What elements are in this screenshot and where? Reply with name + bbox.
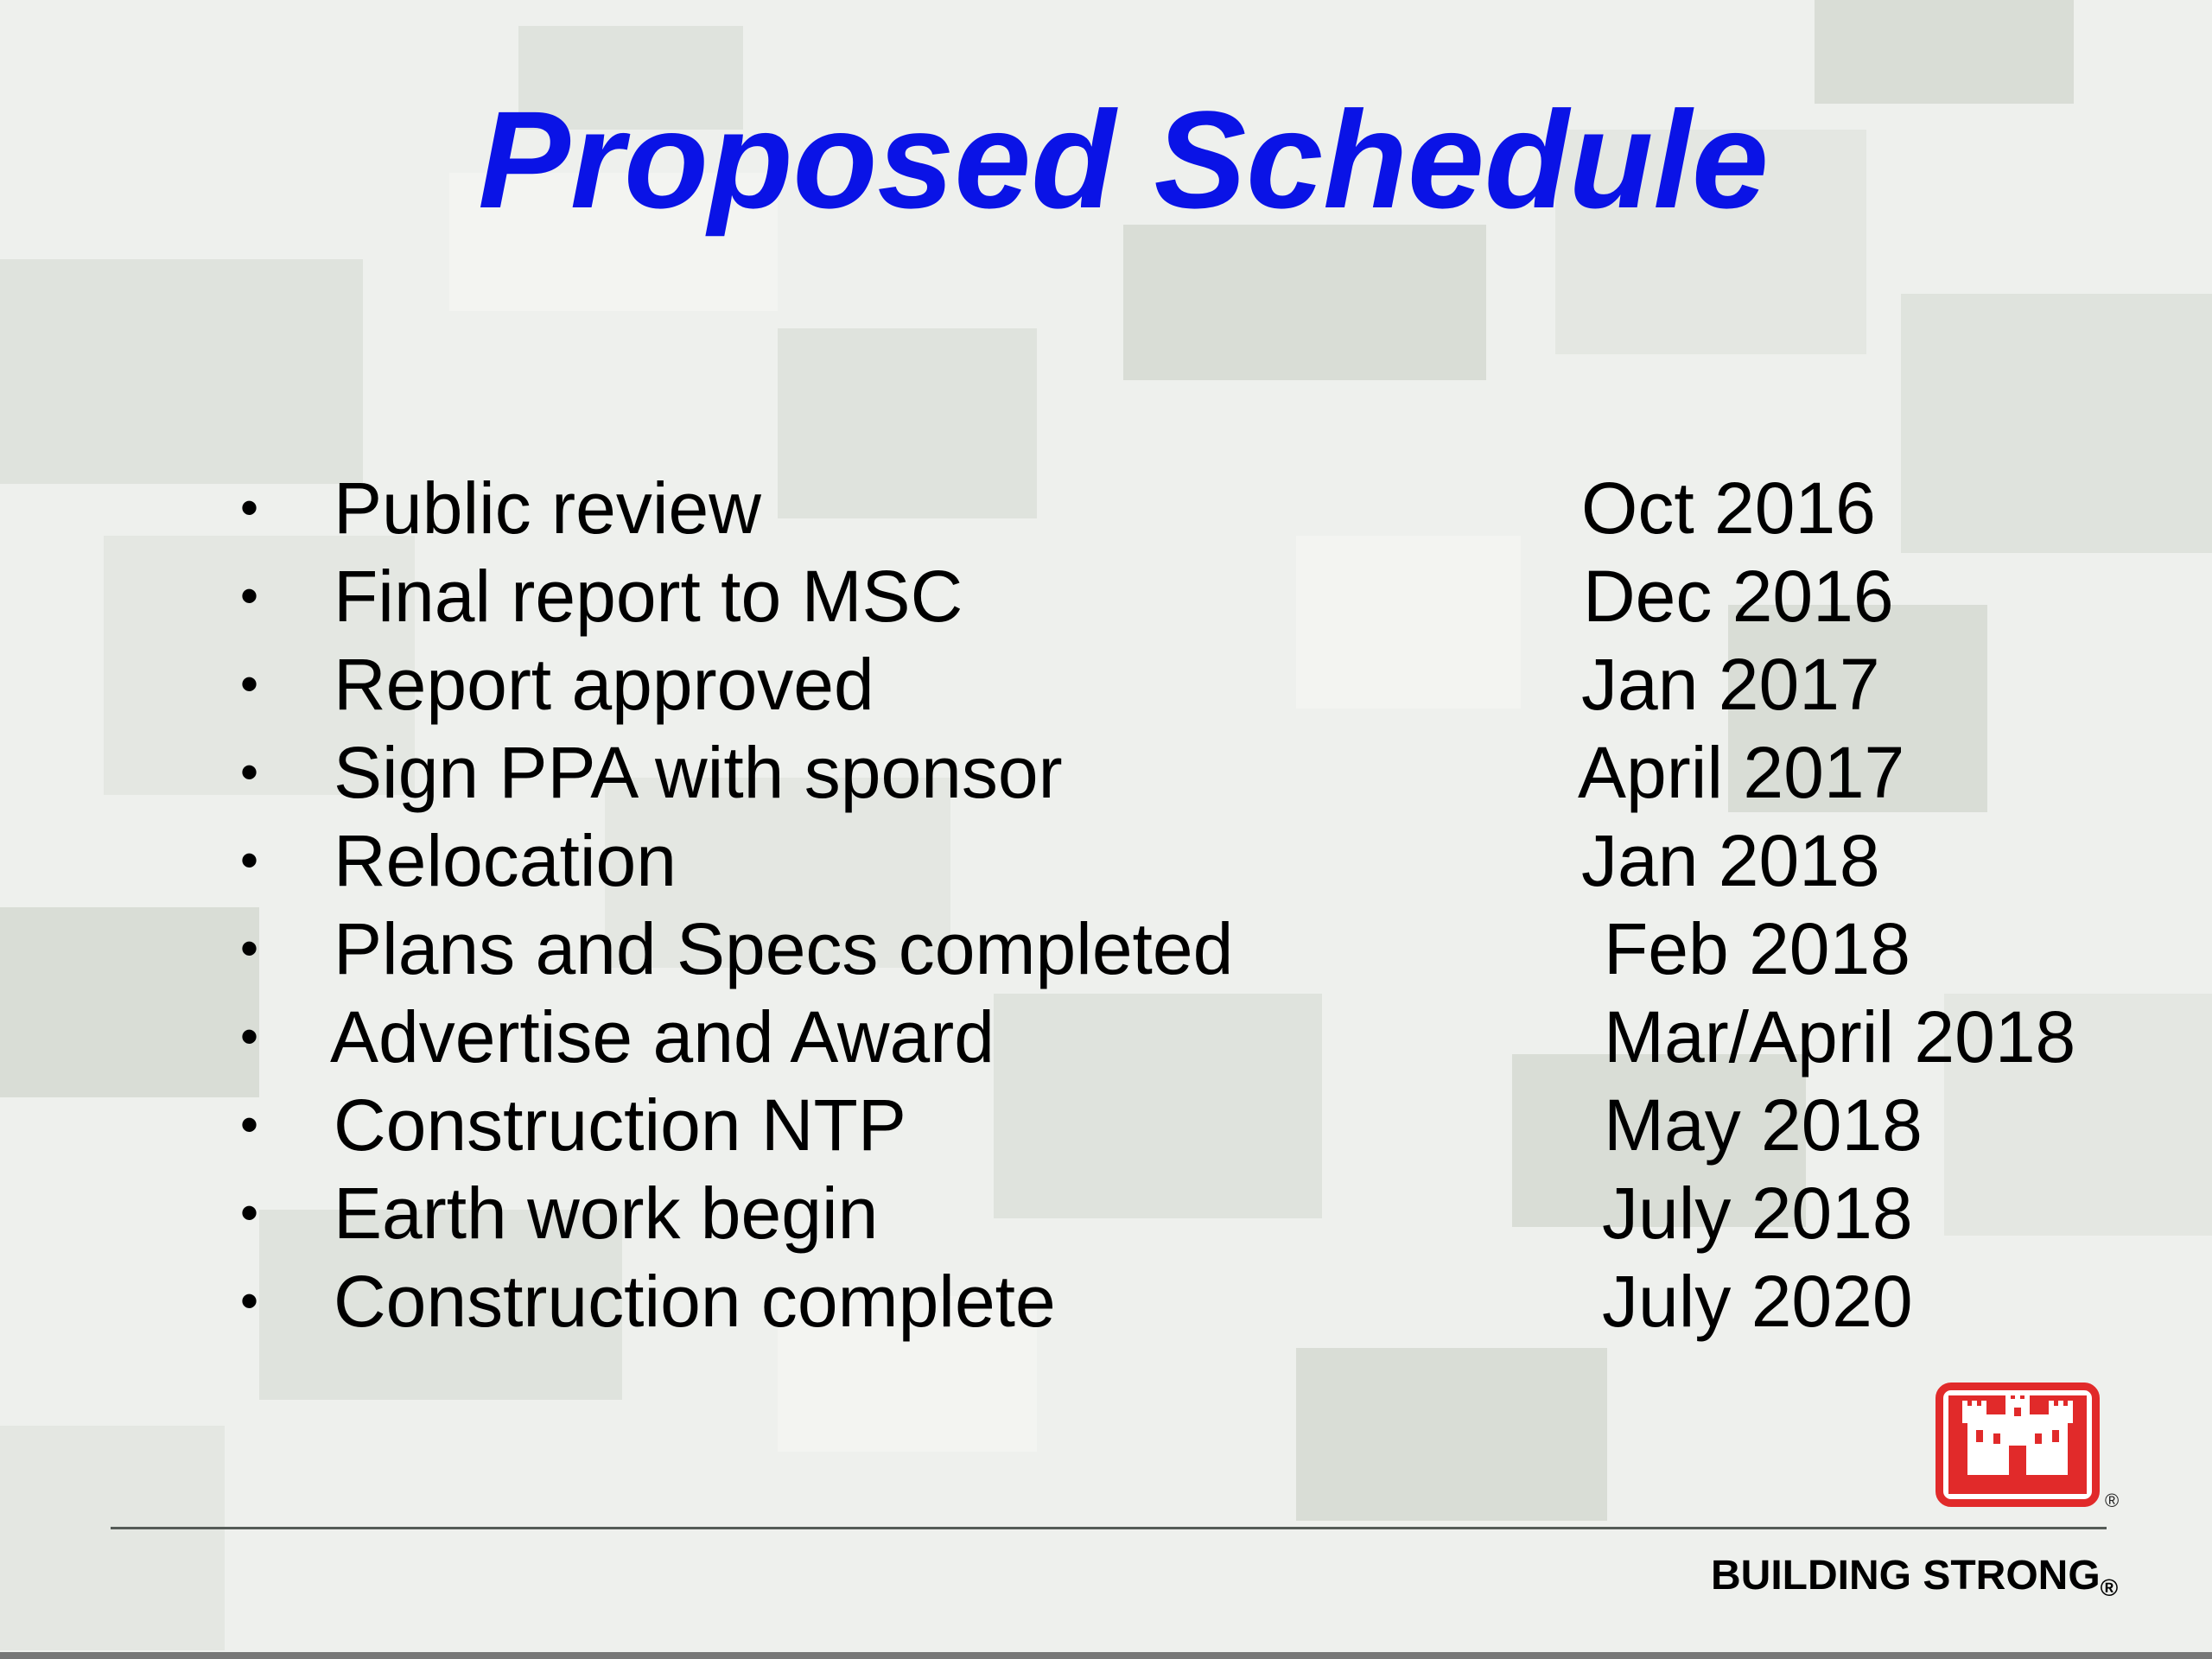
task-label: Construction NTP [334, 1084, 906, 1166]
bullet: • [240, 743, 259, 801]
bullet: • [240, 831, 259, 889]
footer-tagline [1711, 1552, 2118, 1602]
list-item [0, 552, 2212, 640]
footer-text: BUILDING STRONG [1711, 1553, 2101, 1599]
task-label: Sign PPA with sponsor [334, 732, 1063, 813]
list-item [0, 1081, 2212, 1169]
task-label: Report approved [334, 644, 874, 725]
task-label: Relocation [334, 820, 677, 901]
footer-registered-mark: ® [2100, 1574, 2119, 1601]
bullet: • [240, 919, 259, 977]
task-date: Feb 2018 [1604, 908, 1910, 989]
bullet: • [240, 1272, 259, 1330]
bullet: • [240, 1184, 259, 1242]
list-item [0, 1169, 2212, 1257]
task-date: July 2018 [1602, 1173, 1913, 1254]
list-item [0, 1257, 2212, 1345]
task-date: Mar/April 2018 [1604, 996, 2076, 1077]
list-item [0, 905, 2212, 993]
task-date: April 2017 [1578, 732, 1905, 813]
slide-title: Proposed Schedule [478, 82, 1769, 237]
task-date: Oct 2016 [1581, 467, 1876, 549]
bullet: • [240, 655, 259, 713]
task-label: Construction complete [334, 1261, 1056, 1342]
task-date: Jan 2017 [1581, 644, 1880, 725]
task-label: Earth work begin [334, 1173, 879, 1254]
task-label: Final report to MSC [334, 556, 963, 637]
list-item [0, 728, 2212, 817]
task-date: Jan 2018 [1581, 820, 1880, 901]
list-item [0, 993, 2212, 1081]
bullet: • [240, 1007, 259, 1065]
slide-bottom-edge [0, 1652, 2212, 1659]
list-item [0, 817, 2212, 905]
bullet: • [240, 479, 259, 537]
footer-divider [111, 1527, 2107, 1529]
task-date: July 2020 [1602, 1261, 1913, 1342]
bullet: • [240, 1096, 259, 1154]
bullet: • [240, 567, 259, 625]
list-item [0, 640, 2212, 728]
logo-registered-mark: ® [2105, 1490, 2120, 1511]
usace-logo [1936, 1382, 2100, 1507]
task-date: May 2018 [1604, 1084, 1923, 1166]
task-label: Advertise and Award [330, 996, 995, 1077]
list-item [0, 464, 2212, 552]
task-label: Plans and Specs completed [334, 908, 1234, 989]
task-date: Dec 2016 [1583, 556, 1894, 637]
task-label: Public review [334, 467, 761, 549]
castle-icon [1948, 1395, 2087, 1494]
